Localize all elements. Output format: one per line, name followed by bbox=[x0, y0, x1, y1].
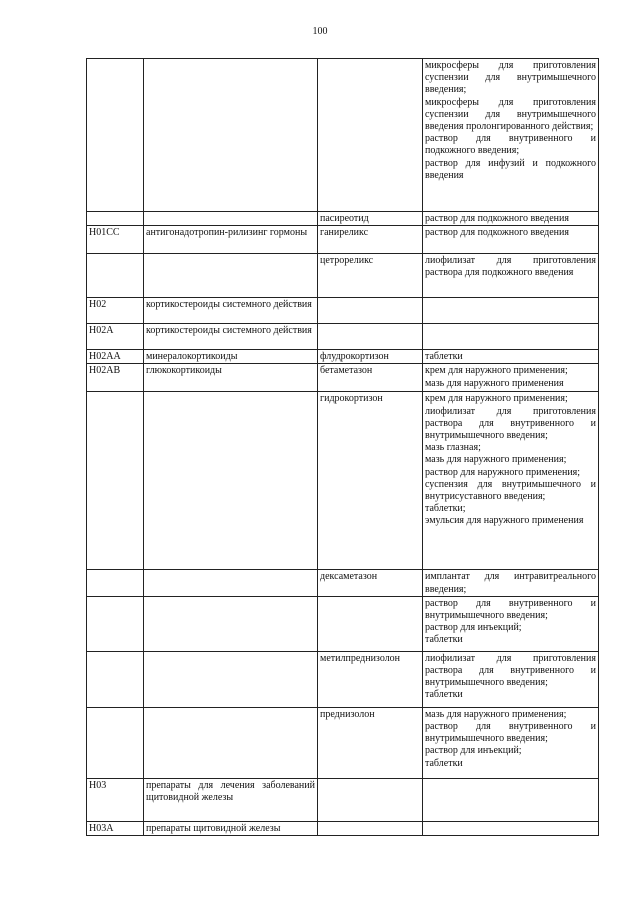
table-row bbox=[87, 778, 599, 821]
pharm-group-cell bbox=[144, 707, 318, 778]
dosage-forms-cell bbox=[423, 212, 599, 226]
table-row bbox=[87, 364, 599, 392]
atc-code-cell: H03A bbox=[87, 821, 144, 835]
pharm-group-cell: препараты для лечения заболеваний щитовидной железы bbox=[144, 778, 318, 821]
pharm-group-cell bbox=[144, 212, 318, 226]
dosage-form-item: раствор для инъекций; bbox=[425, 622, 522, 634]
pharm-group-cell bbox=[144, 570, 318, 596]
atc-code-cell bbox=[87, 392, 144, 570]
dosage-form-item: раствор для внутривенного и внутримышечного введения; bbox=[425, 721, 596, 745]
dosage-form-item: раствор для внутривенного и подкожного введения; bbox=[425, 133, 596, 157]
dosage-form-item: микросферы для приготовления суспензии для внутримышечного введения; bbox=[425, 60, 596, 96]
table-row bbox=[87, 392, 599, 570]
table-row bbox=[87, 596, 599, 651]
drug-name-cell: метилпреднизолон bbox=[318, 651, 423, 707]
dosage-form-item: мазь для наружного применения; bbox=[425, 454, 567, 466]
dosage-forms-cell bbox=[423, 821, 599, 835]
dosage-forms-cell bbox=[423, 570, 599, 596]
atc-code-cell bbox=[87, 212, 144, 226]
dosage-forms-cell bbox=[423, 226, 599, 254]
drug-name-cell: флудрокортизон bbox=[318, 350, 423, 364]
pharm-group-cell bbox=[144, 254, 318, 298]
dosage-form-item: крем для наружного применения; bbox=[425, 393, 568, 405]
dosage-forms-cell bbox=[423, 59, 599, 212]
dosage-forms-cell bbox=[423, 298, 599, 324]
pharm-group-cell bbox=[144, 59, 318, 212]
drug-name-cell: бетаметазон bbox=[318, 364, 423, 392]
drug-name-cell bbox=[318, 298, 423, 324]
pharm-group-cell: кортикостероиды системного действия bbox=[144, 324, 318, 350]
dosage-form-item: таблетки bbox=[425, 689, 463, 701]
dosage-form-item: мазь для наружного применения bbox=[425, 377, 564, 389]
dosage-forms-cell bbox=[423, 651, 599, 707]
drug-name-cell bbox=[318, 821, 423, 835]
dosage-forms-cell bbox=[423, 778, 599, 821]
pharm-group-cell: глюкокортикоиды bbox=[144, 364, 318, 392]
table-row bbox=[87, 212, 599, 226]
table-row bbox=[87, 570, 599, 596]
drug-name-cell: ганиреликс bbox=[318, 226, 423, 254]
atc-code-cell bbox=[87, 254, 144, 298]
dosage-form-item: микросферы для приготовления суспензии для внутримышечного введения пролонгированного действия; bbox=[425, 96, 596, 133]
atc-code-cell bbox=[87, 651, 144, 707]
dosage-form-item: суспензия для внутримышечного и внутрисуставного введения; bbox=[425, 478, 596, 503]
dosage-forms-cell bbox=[423, 392, 599, 570]
dosage-form-item: раствор для подкожного введения bbox=[425, 213, 569, 224]
table-row bbox=[87, 298, 599, 324]
dosage-form-item: мазь для наружного применения; bbox=[425, 708, 567, 720]
drug-name-cell bbox=[318, 596, 423, 651]
atc-code-cell: H01CC bbox=[87, 226, 144, 254]
atc-code-cell bbox=[87, 707, 144, 778]
atc-code-cell bbox=[87, 59, 144, 212]
atc-code-cell bbox=[87, 596, 144, 651]
dosage-forms-cell bbox=[423, 324, 599, 350]
dosage-form-item: раствор для инъекций; bbox=[425, 745, 522, 757]
pharm-group-cell: препараты щитовидной железы bbox=[144, 821, 318, 835]
atc-code-cell: H02A bbox=[87, 324, 144, 350]
pharm-group-cell bbox=[144, 392, 318, 570]
dosage-forms-cell bbox=[423, 254, 599, 298]
dosage-form-item: мазь глазная; bbox=[425, 442, 481, 454]
atc-code-cell: H03 bbox=[87, 778, 144, 821]
atc-code-cell: H02AA bbox=[87, 350, 144, 364]
drug-name-cell: гидрокортизон bbox=[318, 392, 423, 570]
table-row bbox=[87, 226, 599, 254]
dosage-form-item: имплантат для интравитреального введения; bbox=[425, 571, 596, 595]
drug-name-cell: дексаметазон bbox=[318, 570, 423, 596]
dosage-form-item: лиофилизат для приготовления раствора для подкожного введения bbox=[425, 255, 596, 279]
atc-code-cell bbox=[87, 570, 144, 596]
dosage-forms-cell bbox=[423, 350, 599, 364]
dosage-form-item: лиофилизат для приготовления раствора для внутривенного и внутримышечного введения; bbox=[425, 652, 596, 689]
dosage-form-item: таблетки bbox=[425, 634, 463, 646]
pharm-group-cell bbox=[144, 651, 318, 707]
atc-code-cell: H02 bbox=[87, 298, 144, 324]
table-row bbox=[87, 254, 599, 298]
pharm-group-cell: антигонадотропин-рилизинг гормоны bbox=[144, 226, 318, 254]
dosage-form-item: таблетки bbox=[425, 351, 463, 363]
drug-name-cell: преднизолон bbox=[318, 707, 423, 778]
pharm-group-cell: кортикостероиды системного действия bbox=[144, 298, 318, 324]
pharm-group-cell bbox=[144, 596, 318, 651]
drug-name-cell bbox=[318, 778, 423, 821]
drug-name-cell bbox=[318, 59, 423, 212]
table-row bbox=[87, 350, 599, 364]
table-row bbox=[87, 59, 599, 212]
table-row bbox=[87, 707, 599, 778]
dosage-form-item: раствор для инфузий и подкожного введения bbox=[425, 157, 596, 181]
dosage-form-item: таблетки; bbox=[425, 503, 466, 515]
dosage-forms-cell bbox=[423, 364, 599, 392]
table-row bbox=[87, 651, 599, 707]
dosage-form-item: таблетки bbox=[425, 757, 463, 769]
dosage-forms-cell bbox=[423, 707, 599, 778]
page-number: 100 bbox=[312, 26, 328, 37]
atc-code-cell: H02AB bbox=[87, 364, 144, 392]
dosage-form-item: раствор для подкожного введения bbox=[425, 227, 569, 239]
drug-name-cell: пасиреотид bbox=[318, 212, 423, 226]
dosage-form-item: раствор для наружного применения; bbox=[425, 466, 581, 478]
drug-name-cell bbox=[318, 324, 423, 350]
pharm-group-cell: минералокортикоиды bbox=[144, 350, 318, 364]
drug-registry-table bbox=[86, 58, 599, 836]
dosage-forms-cell bbox=[423, 596, 599, 651]
dosage-form-item: эмульсия для наружного применения bbox=[425, 515, 584, 527]
dosage-form-item: лиофилизат для приготовления раствора для внутривенного и внутримышечного введения; bbox=[425, 405, 596, 442]
table-row bbox=[87, 324, 599, 350]
drug-name-cell: цетрореликс bbox=[318, 254, 423, 298]
dosage-form-item: крем для наружного применения; bbox=[425, 365, 568, 377]
dosage-form-item: раствор для внутривенного и внутримышечного введения; bbox=[425, 597, 596, 622]
table-row bbox=[87, 821, 599, 835]
